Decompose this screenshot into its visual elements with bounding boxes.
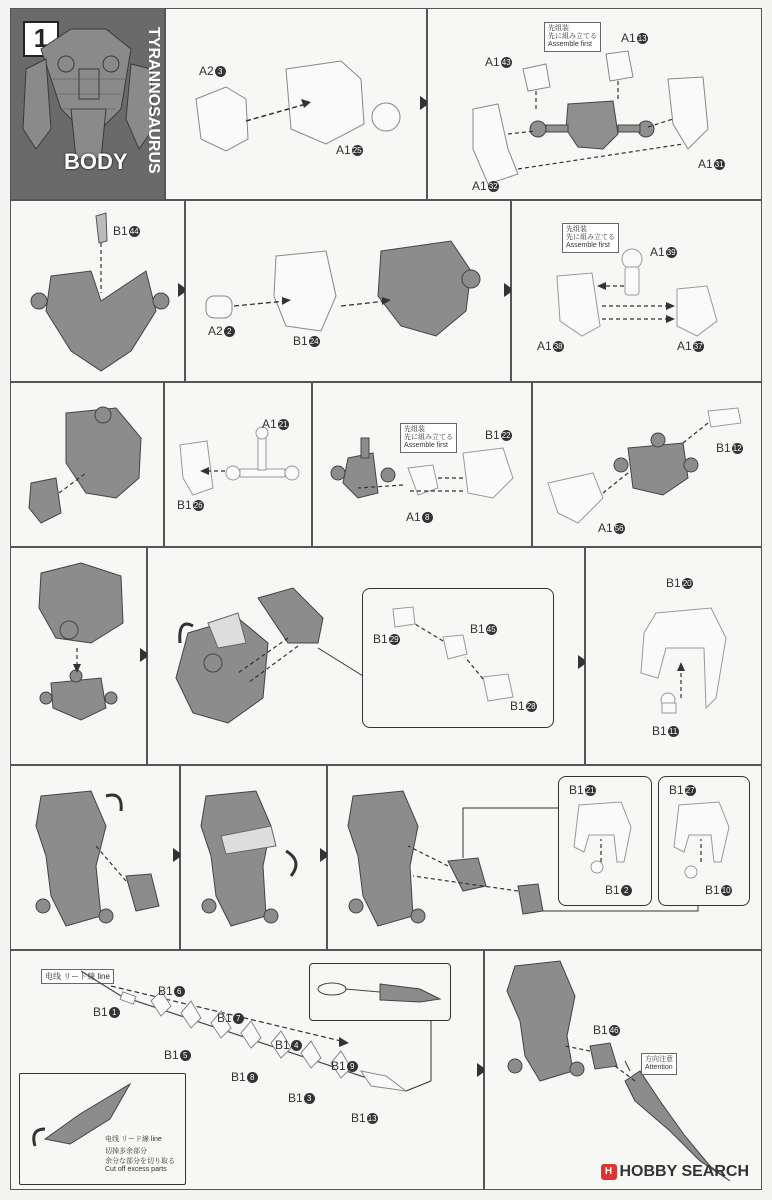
part-label: B1 29 xyxy=(373,632,399,646)
row2a-parts xyxy=(11,201,185,382)
part-label: A2 3 xyxy=(199,64,226,78)
sub-assembly-box xyxy=(362,588,554,728)
assemble-first-note: 先组装 先に組み立てる Assemble first xyxy=(562,223,619,253)
part-label: B1 3 xyxy=(288,1091,315,1105)
part-label: B1 44 xyxy=(113,224,139,238)
part-label: B1 24 xyxy=(293,334,319,348)
row6-panel-a xyxy=(10,950,484,1190)
row1-panel-b xyxy=(427,8,762,200)
part-label: B1 10 xyxy=(705,883,731,897)
row2c-parts xyxy=(512,201,762,382)
part-label: A1 39 xyxy=(650,245,676,259)
part-label: B1 1 xyxy=(93,1005,120,1019)
row1-panel-a xyxy=(165,8,427,200)
part-label: A1 56 xyxy=(598,521,624,535)
part-label: A1 25 xyxy=(336,143,362,157)
row6-panel-b xyxy=(484,950,762,1190)
row3-panel-b xyxy=(164,382,312,547)
row2-panel-b xyxy=(185,200,511,382)
part-label: A1 8 xyxy=(406,510,433,524)
part-label: B1 26 xyxy=(177,498,203,512)
part-label: B1 9 xyxy=(331,1059,358,1073)
attention-note: 方向注意 Attention xyxy=(641,1053,677,1075)
row3-panel-d xyxy=(532,382,762,547)
part-label: A1 37 xyxy=(677,339,703,353)
part-label: B1 11 xyxy=(652,724,678,738)
part-label: B1 8 xyxy=(231,1070,258,1084)
part-label: A1 32 xyxy=(472,179,498,193)
row4-panel-b xyxy=(147,547,585,765)
row3-panel-c xyxy=(312,382,532,547)
row1b-parts xyxy=(428,9,762,200)
row2-panel-a xyxy=(10,200,185,382)
row4-panel-c xyxy=(585,547,762,765)
part-label: B1 7 xyxy=(217,1011,244,1025)
part-label: B1 5 xyxy=(164,1048,191,1062)
dinosaur-name-vertical xyxy=(123,23,163,200)
cut-note-en: Cut off excess parts xyxy=(105,1166,167,1173)
cut-note-jp: 余分な部分を切り取る xyxy=(105,1158,175,1165)
part-label: B1 6 xyxy=(158,984,185,998)
row5-panel-c xyxy=(327,765,762,950)
part-label: B1 21 xyxy=(569,783,595,797)
row4a-parts xyxy=(11,548,147,765)
row3-panel-a xyxy=(10,382,164,547)
part-label: A1 43 xyxy=(485,55,511,69)
sub-assembly-box xyxy=(558,776,652,906)
part-label: B1 13 xyxy=(351,1111,377,1125)
part-label: A1 38 xyxy=(537,339,563,353)
dinosaur-name-text: TYRANNOSAURUS xyxy=(145,27,162,174)
sub-assembly-box xyxy=(658,776,750,906)
row2-panel-c xyxy=(511,200,762,382)
part-label: B1 45 xyxy=(470,622,496,636)
row4-panel-a xyxy=(10,547,147,765)
assemble-first-note: 先组装 先に組み立てる Assemble first xyxy=(400,423,457,453)
cut-excess-box xyxy=(19,1073,186,1185)
section-title: BODY xyxy=(64,149,128,174)
wire-detail-box xyxy=(309,963,451,1021)
row5b-parts xyxy=(181,766,327,950)
row6b-parts xyxy=(485,951,762,1190)
assemble-first-note: 先组装 先に組み立てる Assemble first xyxy=(544,22,601,52)
row1a-parts xyxy=(166,9,427,200)
hobby-search-logo: H HOBBY SEARCH xyxy=(601,1163,750,1181)
part-label: B1 20 xyxy=(666,576,692,590)
part-label: B1 4 xyxy=(275,1038,302,1052)
part-label: A1 31 xyxy=(698,157,724,171)
part-label: B1 46 xyxy=(593,1023,619,1037)
step-number: 1 xyxy=(23,21,59,57)
part-label: B1 28 xyxy=(510,699,536,713)
part-label: B1 12 xyxy=(716,441,742,455)
cut-note-cn: 切掉多余部分 xyxy=(105,1148,147,1155)
step-header-panel xyxy=(10,8,165,200)
part-label: A2 2 xyxy=(208,324,235,338)
part-label: A1 21 xyxy=(262,417,288,431)
row3d-parts xyxy=(533,383,762,547)
part-label: A1 13 xyxy=(621,31,647,45)
row3a-parts xyxy=(11,383,164,547)
part-label: B1 27 xyxy=(669,783,695,797)
part-label: B1 22 xyxy=(485,428,511,442)
row5a-parts xyxy=(11,766,180,950)
cut-wire-label: 电线 リード線 line xyxy=(105,1136,162,1143)
row2b-parts xyxy=(186,201,511,382)
part-label: B1 2 xyxy=(605,883,632,897)
row3b-parts xyxy=(165,383,312,547)
wire-detail-parts xyxy=(310,964,450,1020)
row5-panel-a xyxy=(10,765,180,950)
wire-label: 电线 リード線 line xyxy=(41,969,114,984)
row5-panel-b xyxy=(180,765,327,950)
